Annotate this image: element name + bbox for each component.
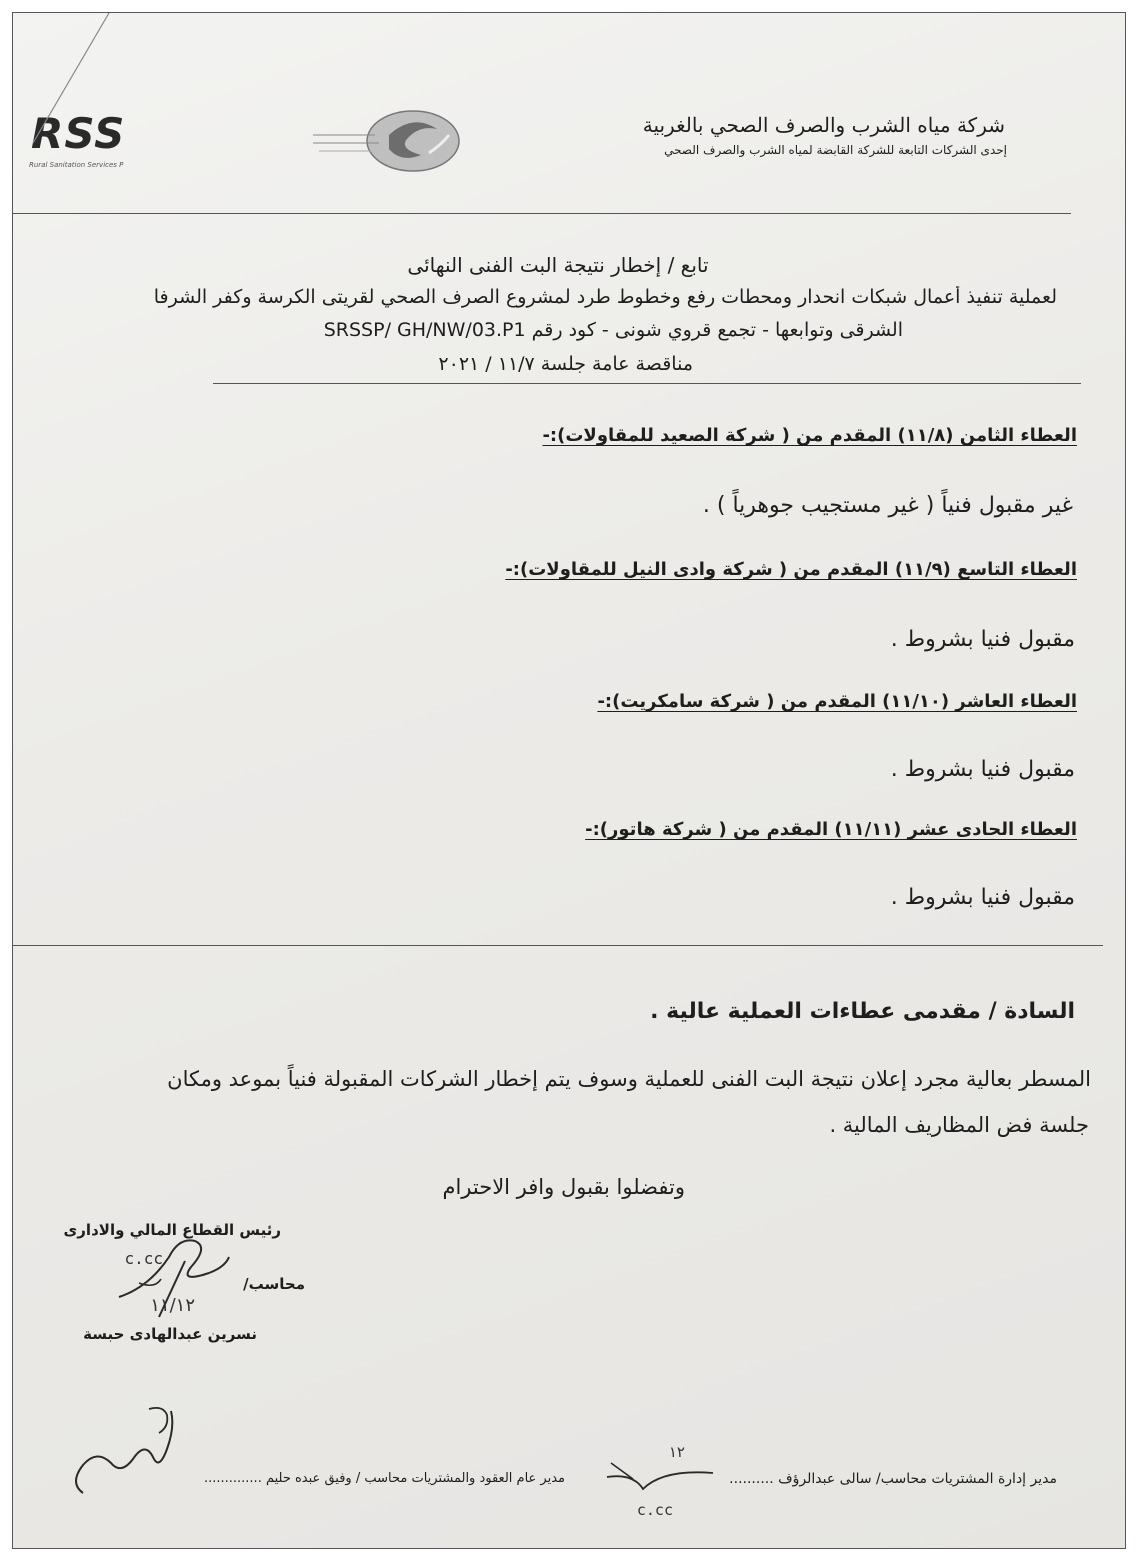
purchasing-manager: مدير إدارة المشتريات محاسب/ سالى عبدالرؤف .......... bbox=[729, 1471, 1057, 1487]
rss-logo-subtext: Rural Sanitation Services P bbox=[29, 161, 124, 169]
paper-crease bbox=[13, 13, 133, 153]
financial-head-title: رئيس القطاع المالي والادارى bbox=[63, 1221, 281, 1239]
header-divider bbox=[13, 213, 1071, 214]
document-title: تابع / إخطار نتيجة البت الفنى النهائى bbox=[407, 253, 709, 277]
signature-stamp-date: ١١/١٢ bbox=[150, 1295, 195, 1316]
title-divider bbox=[213, 383, 1081, 384]
closing-body-line2: جلسة فض المظاريف المالية . bbox=[829, 1113, 1089, 1137]
addressee: السادة / مقدمى عطاءات العملية عالية . bbox=[650, 999, 1075, 1024]
bottom-stamp-text: c.cc bbox=[636, 1501, 673, 1519]
document-page bbox=[12, 12, 1126, 1549]
contracts-manager-signature-icon bbox=[63, 1403, 193, 1503]
bid-10-result: مقبول فنيا بشروط . bbox=[890, 757, 1075, 782]
bid-11-heading: العطاء الحادى عشر (١١/١١) المقدم من ( شركة هاتور):- bbox=[585, 819, 1077, 840]
closing-body-line1: المسطر بعالية مجرد إعلان نتيجة البت الفنى للعملية وسوف يتم إخطار الشركات المقبولة فنياً بموعد ومكان bbox=[167, 1067, 1091, 1091]
signature-stamp-text: c.cc bbox=[124, 1249, 163, 1268]
closing-regards: وتفضلوا بقبول وافر الاحترام bbox=[442, 1175, 685, 1199]
financial-head-role: محاسب/ bbox=[243, 1275, 305, 1293]
bid-8-heading: العطاء الثامن (١١/٨) المقدم من ( شركة الصعيد للمقاولات):- bbox=[542, 425, 1077, 446]
bid-8-result: غير مقبول فنياً ( غير مستجيب جوهرياً ) . bbox=[702, 493, 1073, 518]
rss-logo: RSS bbox=[31, 109, 126, 158]
bid-9-result: مقبول فنيا بشروط . bbox=[890, 627, 1075, 652]
company-subtitle: إحدى الشركات التابعة للشركة القابضة لمياه الشرب والصرف الصحي bbox=[664, 143, 1007, 157]
tender-session: مناقصة عامة جلسة ١١/٧ / ٢٠٢١ bbox=[438, 353, 693, 375]
project-description-line1: لعملية تنفيذ أعمال شبكات انحدار ومحطات رفع وخطوط طرد لمشروع الصرف الصحي لقريتى الكرسة وكفر الشرفا bbox=[153, 286, 1057, 308]
financial-head-name: نسرين عبدالهادى حبسة bbox=[83, 1325, 257, 1343]
bid-10-heading: العطاء العاشر (١١/١٠) المقدم من ( شركة سامكريت):- bbox=[597, 691, 1077, 712]
bid-11-result: مقبول فنيا بشروط . bbox=[890, 885, 1075, 910]
purchasing-manager-signature-icon bbox=[603, 1453, 723, 1503]
contracts-manager: مدير عام العقود والمشتريات محاسب / وفيق عبده حليم .............. bbox=[203, 1471, 565, 1486]
bids-divider bbox=[13, 945, 1103, 946]
company-name: شركة مياه الشرب والصرف الصحي بالغربية bbox=[642, 113, 1005, 137]
bid-9-heading: العطاء التاسع (١١/٩) المقدم من ( شركة وادى النيل للمقاولات):- bbox=[505, 559, 1077, 580]
project-description-line2: الشرقى وتوابعها - تجمع قروي شونى - كود رقم SRSSP/ GH/NW/03.P1 bbox=[323, 319, 903, 341]
financial-head-signature-icon bbox=[99, 1227, 239, 1327]
bottom-stamp-date: ١٢ bbox=[668, 1443, 685, 1461]
company-emblem-icon bbox=[309, 105, 469, 175]
